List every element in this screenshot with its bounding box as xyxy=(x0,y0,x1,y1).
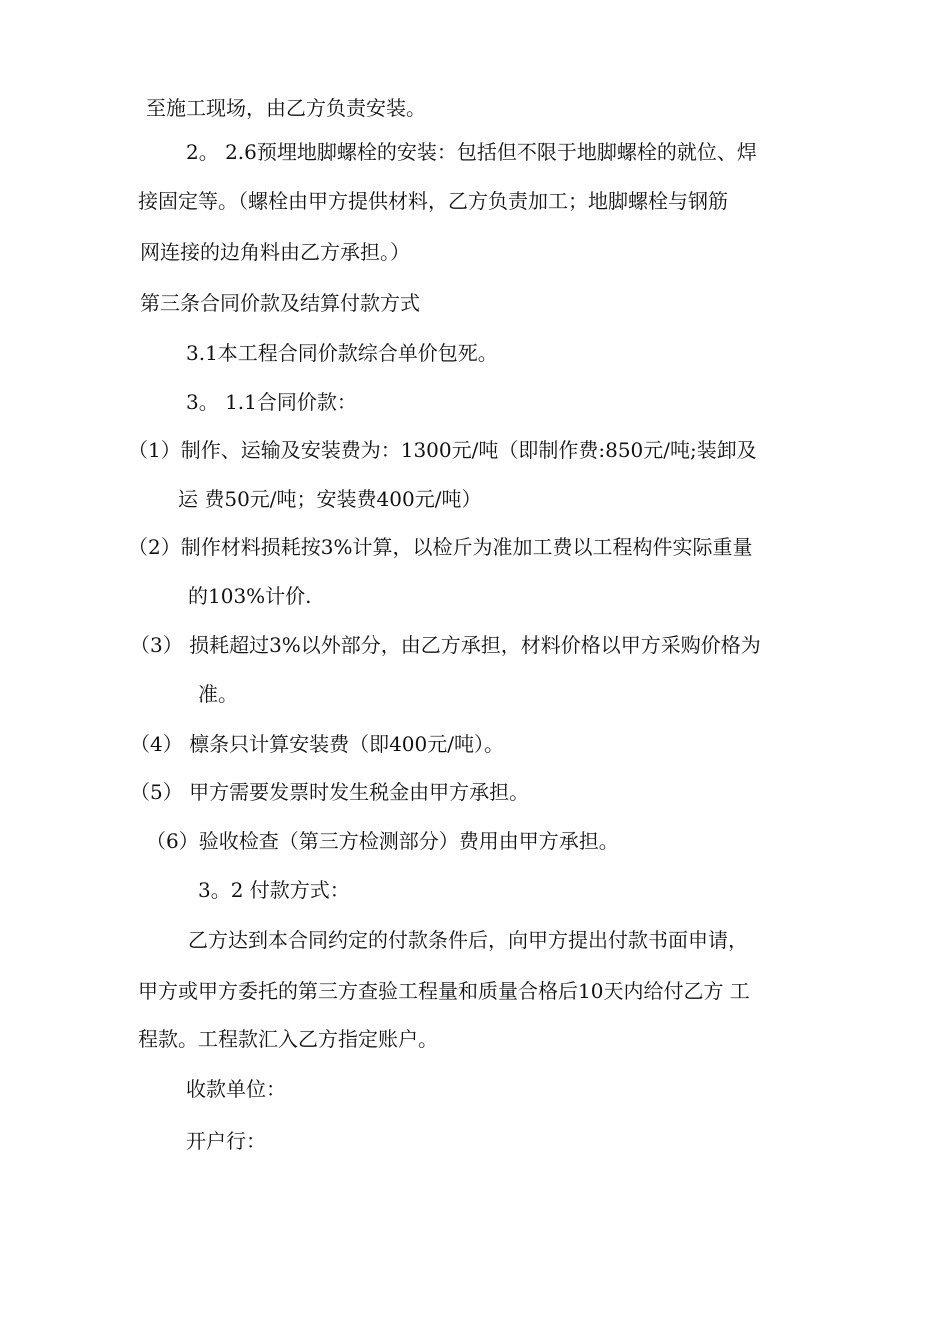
item-4: （4） 檩条只计算安装费（即400元/吨）。 xyxy=(130,732,504,756)
item-1: （1）制作、运输及安装费为：1300元/吨（即制作费:850元/吨;装卸及 xyxy=(128,438,757,462)
clause-3-2: 3。2 付款方式： xyxy=(198,878,350,902)
text-line: 程款。工程款汇入乙方指定账户。 xyxy=(138,1027,438,1051)
clause-2-6: 2。 2.6预埋地脚螺栓的安装：包括但不限于地脚螺栓的就位、焊 xyxy=(186,140,757,164)
item-6: （6）验收检查（第三方检测部分）费用由甲方承担。 xyxy=(146,829,619,853)
text-line: 甲方或甲方委托的第三方查验工程量和质量合格后10天内给付乙方 工 xyxy=(138,979,750,1003)
text-line: 接固定等。（螺栓由甲方提供材料，乙方负责加工；地脚螺栓与钢筋 xyxy=(138,189,728,213)
text-line: 运 费50元/吨；安装费400元/吨） xyxy=(178,487,482,511)
item-2: （2）制作材料损耗按3%计算，以检斤为准加工费以工程构件实际重量 xyxy=(128,535,753,559)
text-line: 准。 xyxy=(198,682,238,706)
section-heading: 第三条合同价款及结算付款方式 xyxy=(140,291,420,315)
text-line: 乙方达到本合同约定的付款条件后，向甲方提出付款书面申请， xyxy=(188,928,748,952)
item-5: （5） 甲方需要发票时发生税金由甲方承担。 xyxy=(130,780,530,804)
payee-label: 收款单位： xyxy=(186,1077,286,1101)
text-line: 网连接的边角料由乙方承担。） xyxy=(140,240,410,264)
bank-label: 开户行： xyxy=(186,1129,266,1153)
clause-3-1: 3.1本工程合同价款综合单价包死。 xyxy=(186,341,498,365)
text-line: 的103%计价. xyxy=(188,584,312,608)
item-3: （3） 损耗超过3%以外部分，由乙方承担，材料价格以甲方采购价格为 xyxy=(130,633,761,657)
clause-3-1-1: 3。 1.1合同价款： xyxy=(186,390,357,414)
text-line: 至施工现场，由乙方负责安装。 xyxy=(146,96,426,120)
